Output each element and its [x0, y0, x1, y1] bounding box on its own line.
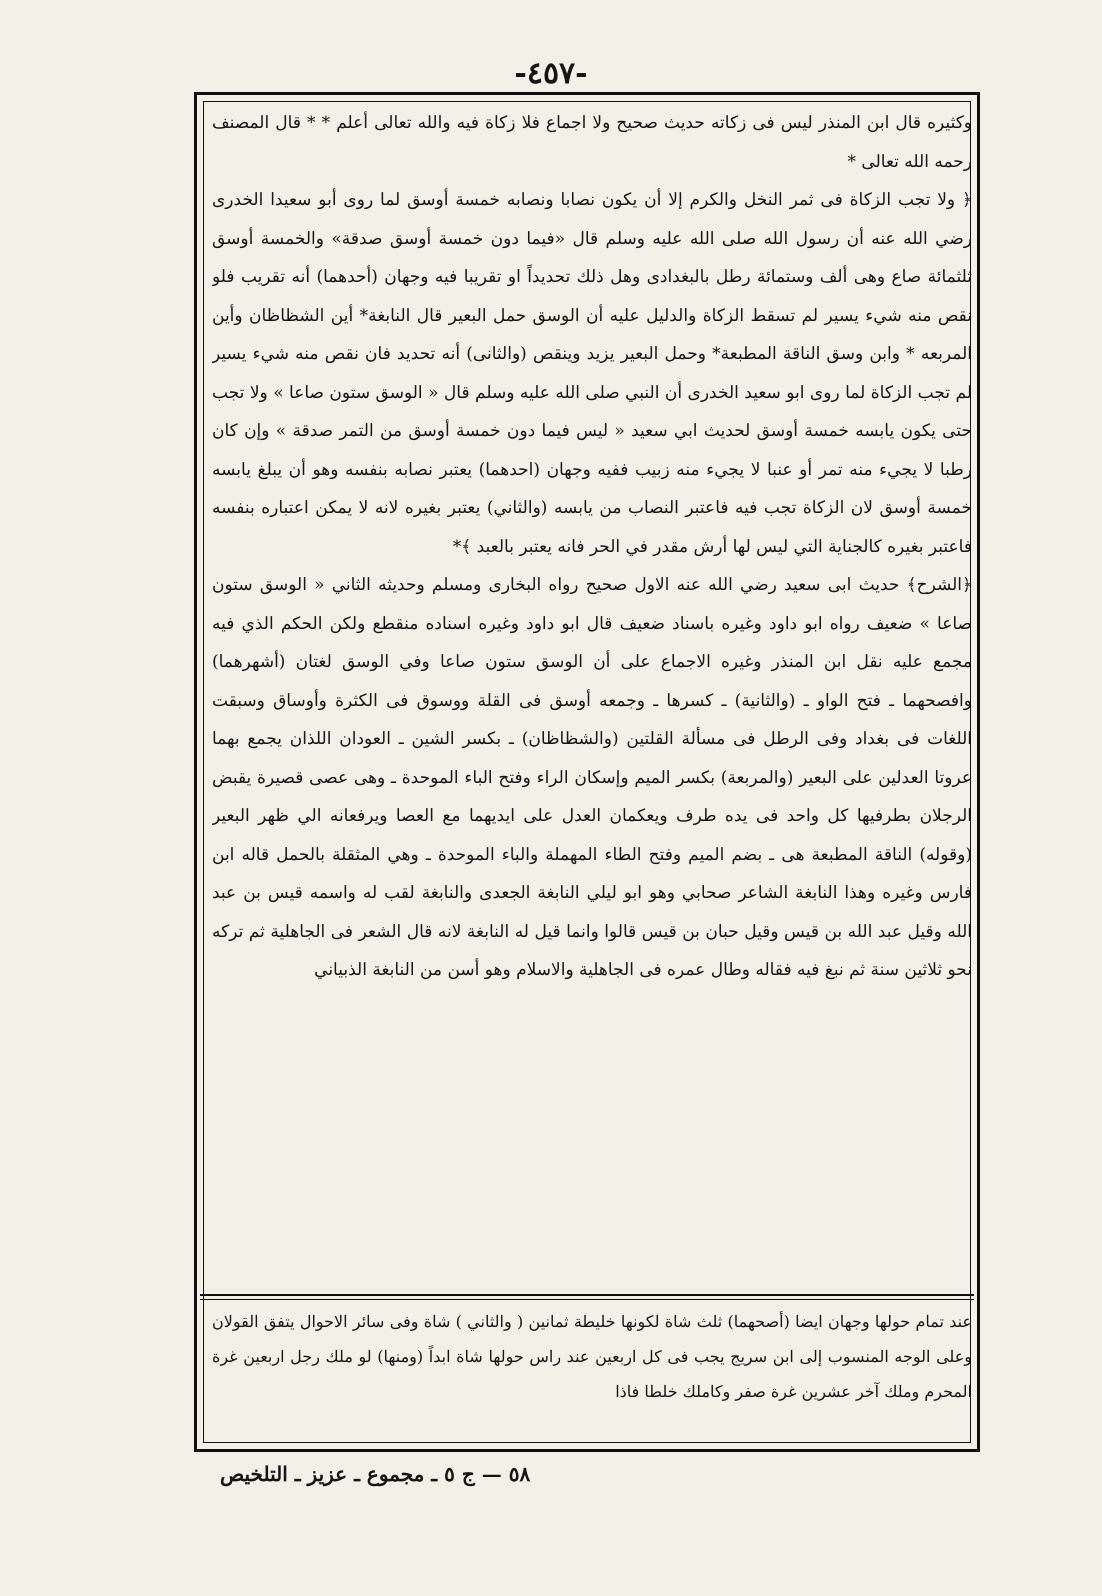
paragraph-matn: ﴿ ولا تجب الزكاة فى ثمر النخل والكرم إلا أن يكون نصابا ونصابه خمسة أوسق لما روى أبو سعيدا الخدرى رضي الله عنه أن رسول الله صلى الله عليه وسلم قال «فيما دون خمسة أوسق صدقة» والخمسة أوسق ثلثمائة صاع وهى ألف وستمائة رطل بالبغدادى وهل ذلك تحديداً او تقريبا فيه وجهان (أحدهما) أنه تقريب فلو نقص منه شيء يسير لم تسقط الزكاة والدليل عليه أن الوسق حمل البعير قال النابغة* أين الشظاظان وأين المربعه * وابن وسق الناقة المطبعة* وحمل البعير يزيد وينقص (والثانى) أنه تحديد فان نقص منه شيء يسير لم تجب الزكاة لما روى ابو سعيد الخدرى أن النبي صلى الله عليه وسلم قال « الوسق ستون صاعا » ولا تجب حتى يكون يابسه خمسة أوسق لحديث ابي سعيد « ليس فيما دون خمسة أوسق من التمر صدقة » وإن كان رطبا لا يجيء منه تمر أو عنبا لا يجيء منه زبيب ففيه وجهان (احدهما) يعتبر نصابه بنفسه وهو أن يبلغ يابسه خمسة أوسق لان الزكاة تجب فيه فاعتبر النصاب من يابسه (والثاني) يعتبر بغيره لانه لا يمكن اعتباره بنفسه فاعتبر بغيره كالجناية التي ليس لها أرش مقدر في الحر فانه يعتبر بالعبد ﴾*	[212, 190, 972, 557]
footnote-separator-thin	[200, 1299, 974, 1300]
paragraph-sharh: ﴿الشرح﴾ حديث ابى سعيد رضي الله عنه الاول صحيح رواه البخارى ومسلم وحديثه الثاني « الوسق ستون صاعا » ضعيف رواه ابو داود وغيره باسناد ضعيف قال ابو داود وغيره اسناده منقطع ولكن الحكم الذي فيه مجمع عليه نقل ابن المنذر وغيره الاجماع على أن الوسق ستون صاعا وفي الوسق لغتان (أشهرهما) وافصحهما ـ فتح الواو ـ (والثانية) ـ كسرها ـ وجمعه أوسق فى القلة ووسوق فى الكثرة وأوساق وسبقت اللغات فى بغداد وفى الرطل فى مسألة القلتين (والشظاظان) ـ بكسر الشين ـ العودان اللذان يجمع بهما عروتا العدلين على البعير (والمربعة) بكسر الميم وإسكان الراء وفتح الباء الموحدة ـ وهى عصى قصيرة يقبض الرجلان بطرفيها كل واحد فى يده طرف ويعكمان العدل على ايديهما مع العصا ويرفعانه الي ظهر البعير (وقوله) الناقة المطبعة هى ـ بضم الميم وفتح الطاء المهملة والباء الموحدة ـ وهي المثقلة بالحمل قاله ابن فارس وغيره وهذا النابغة الشاعر صحابي وهو ابو ليلي النابغة الجعدى والنابغة لقب له واسمه قيس بن عبد الله وقيل عبد الله بن قيس وقيل حبان بن قيس قالوا وانما قيل له النابغة لانه قال الشعر فى الجاهلية ثم تركه نحو ثلاثين سنة ثم نبغ فيه فقاله وطال عمره فى الجاهلية والاسلام وهو أسن من النابغة الذبياني	[212, 575, 972, 980]
page-footer: ٥٨ — ج ٥ ـ مجموع ـ عزيز ـ التلخيص	[220, 1462, 531, 1486]
footnote-text: عند تمام حولها وجهان ايضا (أصحهما) ثلث شاة لكونها خليطة ثمانين ( والثاني ) شاة وفى سائر الاحوال يتفق القولان وعلى الوجه المنسوب إلى ابن سريج يجب فى كل اربعين عند راس حولها شاة ابداً (ومنها) لو ملك رجل اربعين غرة المحرم وملك آخر عشرين غرة صفر وكاملك خلطا فاذا	[212, 1312, 972, 1401]
paragraph-intro: وكثيره قال ابن المنذر ليس فى زكاته حديث صحيح ولا اجماع فلا زكاة فيه والله تعالى أعلم * * قال المصنف رحمه الله تعالى *	[212, 113, 972, 172]
page-number: -٤٥٧-	[514, 56, 588, 91]
footnote-separator	[200, 1294, 974, 1296]
main-text	[212, 104, 972, 1284]
footnote	[212, 1304, 972, 1444]
